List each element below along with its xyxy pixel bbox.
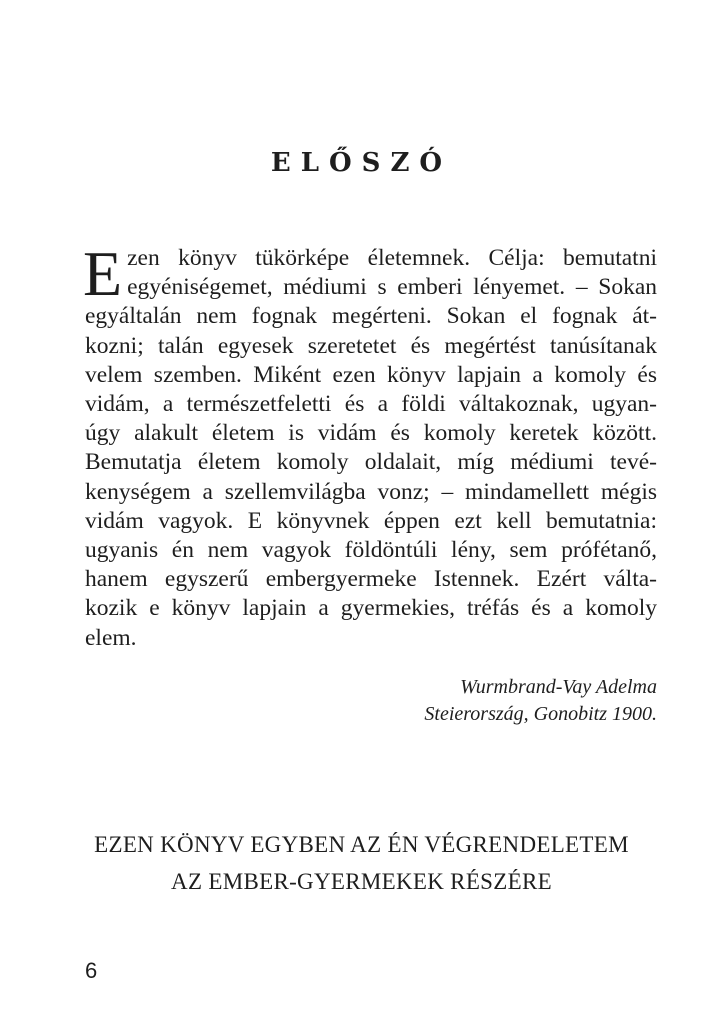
body-line: kenységem a szellemvilágba vonz; – mindamellett mégis — [85, 478, 657, 505]
page-number: 6 — [85, 958, 98, 983]
body-line: Bemutatja életem komoly oldalait, míg médiumi tevé- — [85, 449, 657, 476]
dedication-line: EZEN KÖNYV EGYBEN AZ ÉN VÉGRENDELETEM — [94, 832, 629, 857]
body-line: zen könyv tükörképe életemnek. Célja: bemutatni — [127, 245, 657, 271]
signature-place-date: Steierország, Gonobitz 1900. — [424, 703, 657, 725]
body-line: egyáltalán nem fognak megérteni. Sokan el fognak át- — [85, 303, 657, 330]
body-line: elem. — [85, 624, 137, 651]
dedication — [0, 826, 723, 900]
body-line: egyéniségemet, médiumi s emberi lényemet. – Sokan — [127, 274, 657, 301]
preface-body — [83, 238, 657, 653]
body-line: velem szemben. Miként ezen könyv lapjain a komoly és — [85, 361, 657, 388]
body-line: vidám, a természetfeletti és a földi váltakoznak, ugyan- — [85, 391, 657, 418]
page-title: ELŐSZÓ — [270, 148, 453, 178]
signature-author: Wurmbrand-Vay Adelma — [460, 676, 657, 698]
dedication-line: AZ EMBER-GYERMEKEK RÉSZÉRE — [171, 869, 552, 894]
signature — [424, 674, 657, 728]
drop-cap: E — [83, 238, 123, 309]
body-line: hanem egyszerű embergyermeke Istennek. Ezért válta- — [85, 566, 657, 593]
body-line: úgy alakult életem is vidám és komoly keretek között. — [85, 420, 657, 447]
body-line: kozni; talán egyesek szeretetet és megértést tanúsítanak — [85, 332, 657, 359]
body-line: ugyanis én nem vagyok földöntúli lény, sem prófétanő, — [85, 537, 657, 564]
body-line: kozik e könyv lapjain a gyermekies, tréfás és a komoly — [85, 595, 657, 622]
body-line: vidám vagyok. E könyvnek éppen ezt kell bemutatnia: — [85, 507, 657, 534]
